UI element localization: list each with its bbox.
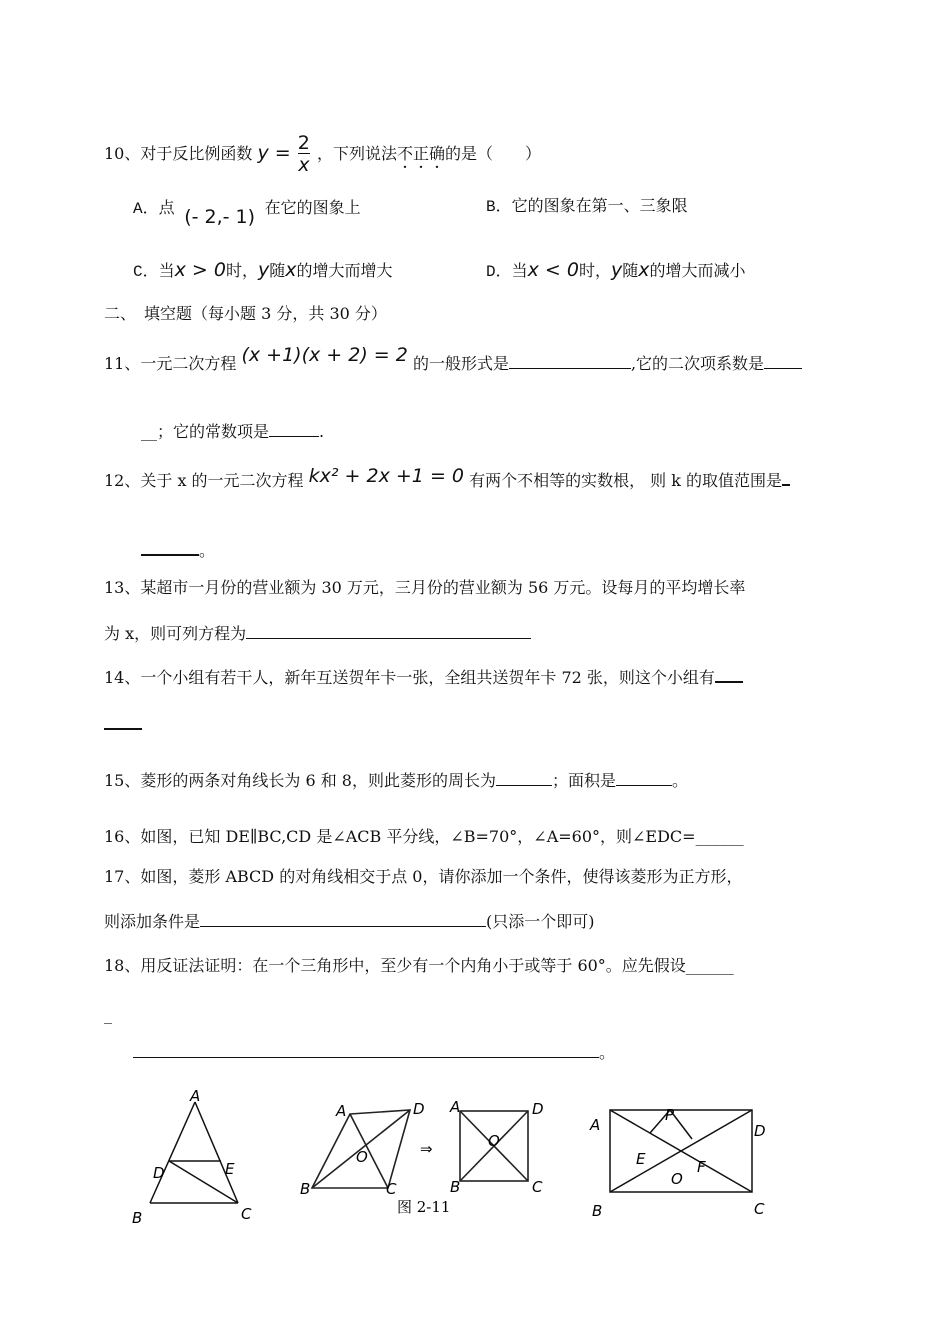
q17-line2b: (只添一个即可) [486,912,595,931]
option-d-mid: 时， [578,263,611,281]
q16-line: 16、如图，已知 DE∥BC,CD 是∠ACB 平分线，∠B=70°，∠A=60°，则∠EDC=______ [104,827,744,846]
q12-equation: kx² + 2x +1 = 0 [308,465,464,487]
q11-after: ,它的二次项系数是 [630,354,765,373]
fig2-label-o2: O [488,1132,500,1150]
fig1-label-e: E [225,1160,235,1178]
fig2-label-d1: D [413,1100,425,1118]
q17-line1: 17、如图，菱形 ABCD 的对角线相交于点 0，请你添加一个条件，使得该菱形为正方形， [104,867,743,886]
q12-line1 [104,465,790,492]
q11-blank-3[interactable] [269,422,319,437]
q15-text1: 15、菱形的两条对角线长为 6 和 8，则此菱形的周长为 [104,771,496,790]
option-d-x: x [638,259,650,281]
q11-equation: (x +1)(x + 2) = 2 [241,344,408,366]
fig1-label-a: A [190,1088,201,1105]
fig3-label-c: C [754,1200,765,1218]
fig1-label-c: C [241,1205,252,1223]
fig2-label-d2: D [532,1100,544,1118]
q10-emph-1: 不 [396,144,413,163]
figure-triangle [120,1088,270,1233]
q17-line2a: 则添加条件是 [104,912,201,931]
figure-rectangle [584,1098,784,1222]
option-c-y: y [257,259,270,281]
q13-line2 [104,623,531,645]
implies-arrow-icon: ⇒ [420,1140,433,1158]
q10-prefix: 10、对于反比例函数 [104,144,253,163]
side-ab [150,1102,195,1203]
fig2-label-b1: B [300,1180,311,1198]
q11-line2-lead: __ [141,422,157,441]
q10-frac-num: 2 [297,132,310,154]
option-c-mid: 时， [225,263,258,281]
option-c-sui: 随 [269,263,286,281]
q10-stem [104,133,541,176]
q13-line2-text: 为 x，则可列方程为 [104,624,247,643]
option-d-cond: x < 0 [527,259,579,281]
q18-line3 [133,1042,615,1064]
option-a-text: 在它的图象上 [264,200,361,218]
q10-option-c [133,259,393,283]
fig3-label-d: D [754,1122,766,1140]
q12-line2-end: 。 [199,541,216,560]
q10-func-lhs: y = [257,142,291,164]
q11-line2-text: ；它的常数项是 [157,422,270,441]
fig2-caption: 图 2-11 [397,1198,451,1216]
q15-text2: ；面积是 [551,771,616,790]
q18-line2: _ [104,1005,112,1024]
q18-line1: 18、用反证法证明：在一个三角形中，至少有一个内角小于或等于 60°。应先假设______ [104,956,734,975]
fig2-label-a1: A [336,1102,347,1120]
side-ac [195,1102,238,1203]
fig1-label-d: D [153,1164,165,1182]
q14-line2 [104,714,142,736]
fig3-label-f: F [697,1158,706,1176]
option-d-y: y [610,259,623,281]
q14-blank-2[interactable] [104,714,142,730]
q11-line1 [104,344,802,375]
q11-blank-2[interactable] [764,354,802,369]
q11-line2-end: . [319,422,325,441]
q10-mid: ，下列说法 [316,144,397,163]
fig2-label-b2: B [450,1178,461,1196]
option-a-label: A．点 [133,200,175,218]
q11-line2 [141,421,324,443]
q18-line3-end: 。 [599,1043,616,1062]
fig2-label-o1: O [356,1148,368,1166]
q17-blank[interactable] [200,912,486,927]
fig1-label-b: B [132,1209,143,1227]
q12-blank-1[interactable] [782,470,790,486]
option-c-label: C．当 [133,263,175,281]
q15-text3: 。 [672,771,689,790]
q17-line2 [104,911,595,933]
q10-option-a [133,196,361,228]
figure-rhombus-square [292,1096,552,1220]
q13-blank[interactable] [246,624,531,639]
q12-prefix: 12、关于 x 的一元二次方程 [104,471,304,490]
option-c-text: 的增大而增大 [296,263,393,281]
q12-suffix: 有两个不相等的实数根， 则 k 的取值范围是 [469,471,783,490]
section-heading: 二、 填空题（每小题 3 分，共 30 分） [104,304,387,323]
q11-mid: 的一般形式是 [412,354,509,373]
q10-frac-den: x [298,154,310,176]
option-d-label: D．当 [486,263,528,281]
q15-line [104,770,688,792]
q15-blank-2[interactable] [616,771,672,786]
q14-blank-1[interactable] [715,667,743,683]
fig2-label-c1: C [386,1180,397,1198]
q12-blank-2[interactable] [141,540,199,556]
q10-emph-3: 确 [429,144,446,163]
q10-option-d [486,259,746,283]
q10-fraction [298,133,310,176]
q14-line1 [104,667,743,689]
fig3-label-b: B [592,1202,603,1220]
q10-emph-2: 正 [413,144,430,163]
q18-blank[interactable] [133,1043,599,1058]
option-c-x: x [285,259,297,281]
fig3-label-a: A [590,1116,601,1134]
q12-line2 [141,540,215,562]
q10-suffix: 的是（ ） [445,144,542,163]
option-a-point: (- 2,- 1) [184,206,256,228]
fig3-label-p: P [665,1106,675,1124]
q13-line1: 13、某超市一月份的营业额为 30 万元，三月份的营业额为 56 万元。设每月的平均增长率 [104,578,746,597]
q11-prefix: 11、一元二次方程 [104,354,237,373]
q10-option-b: B．它的图象在第一、三象限 [486,198,688,216]
option-c-cond: x > 0 [174,259,226,281]
q14-line1-text: 14、一个小组有若干人，新年互送贺年卡一张，全组共送贺年卡 72 张，则这个小组有 [104,668,715,687]
q11-blank-1[interactable] [509,354,631,369]
option-d-sui: 随 [622,263,639,281]
fig3-label-o: O [671,1170,683,1188]
fig2-label-c2: C [532,1178,543,1196]
fig2-label-a2: A [450,1098,461,1116]
fig3-label-e: E [636,1150,646,1168]
q15-blank-1[interactable] [496,771,552,786]
option-d-text: 的增大而减小 [649,263,746,281]
